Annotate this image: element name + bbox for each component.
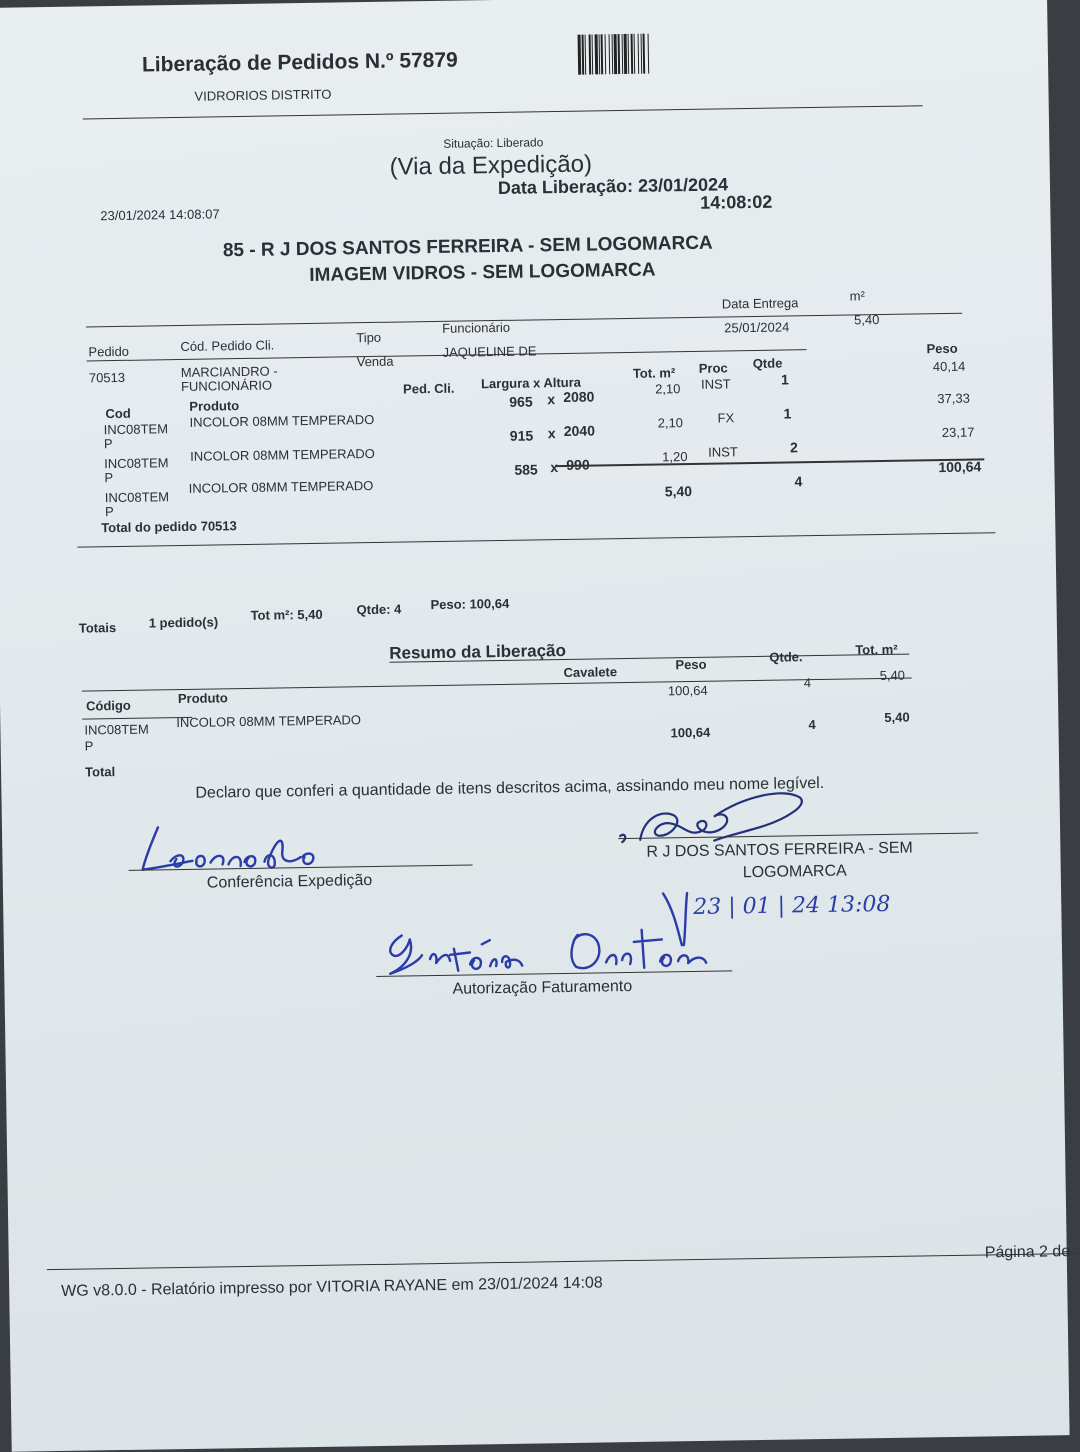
resumo-col-tot-m2: Tot. m² <box>855 641 898 658</box>
handwritten-date: 23 | 01 | 24 13:08 <box>693 891 891 920</box>
resumo-total-qtde: 4 <box>808 717 816 733</box>
col-data-entrega: Data Entrega <box>721 295 799 312</box>
totais-qtde: Qtde: 4 <box>356 601 402 618</box>
item-altura: 2080 <box>563 388 595 405</box>
col-peso: Peso <box>926 340 958 357</box>
resumo-col-peso: Peso <box>675 656 707 673</box>
order-bottom-divider <box>78 532 996 547</box>
client-label-line-1: R J DOS SANTOS FERREIRA - SEM <box>646 839 913 861</box>
item-col-cod: Cod <box>105 405 131 422</box>
hora-liberacao: 14:08:02 <box>700 191 773 213</box>
company-name: VIDRORIOS DISTRITO <box>194 86 332 104</box>
item-cod: INC08TEM <box>104 455 169 472</box>
col-funcionario: Funcionário <box>442 319 511 336</box>
resumo-qtde: 4 <box>803 675 812 691</box>
item-tot-m2: 2,10 <box>655 381 681 397</box>
item-produto: INCOLOR 08MM TEMPERADO <box>189 411 375 430</box>
peso-value: 40,14 <box>932 358 966 375</box>
item-largura: 915 <box>509 427 534 444</box>
resumo-total-m2: 5,40 <box>884 709 910 725</box>
resumo-header-line <box>82 678 912 692</box>
item-col-largura-altura: Largura x Altura <box>480 374 582 392</box>
totais-peso: Peso: 100,64 <box>430 595 510 613</box>
resumo-col-cavalete: Cavalete <box>563 664 618 680</box>
col-tipo: Tipo <box>356 329 382 346</box>
item-col-ped-cli: Ped. Cli. <box>402 380 455 397</box>
footer-report-text: WG v8.0.0 - Relatório impresso por VITORIA RAYANE em 23/01/2024 14:08 <box>61 1274 603 1300</box>
tipo-value: Venda <box>356 353 394 370</box>
faturamento-label: Autorização Faturamento <box>452 977 633 998</box>
resumo-col-produto: Produto <box>177 690 228 707</box>
col-pedido: Pedido <box>88 343 130 360</box>
item-qtde: 2 <box>789 439 798 456</box>
status-text: Situação: Liberado <box>443 135 544 151</box>
via-title: (Via da Expedição) <box>389 150 593 181</box>
item-proc: INST <box>700 376 731 392</box>
item-col-qtde: Qtde <box>752 355 783 371</box>
footer-divider <box>47 1253 1077 1270</box>
item-qtde: 1 <box>783 405 792 422</box>
item-peso: 37,33 <box>937 390 970 407</box>
resumo-col-codigo: Código <box>85 697 131 714</box>
resumo-total-peso: 100,64 <box>670 724 711 741</box>
item-largura: 965 <box>509 393 533 410</box>
order-total-label: Total do pedido 70513 <box>101 518 237 536</box>
conferencia-label: Conferência Expedição <box>206 872 373 892</box>
item-cod-suffix: P <box>104 470 114 486</box>
item-proc: FX <box>717 410 735 426</box>
barcode <box>578 32 727 74</box>
declaration-text: Declaro que conferi a quantidade de itens descritos acima, assinando meu nome legível. <box>195 774 825 802</box>
client-line-2: IMAGEM VIDROS - SEM LOGOMARCA <box>309 259 656 286</box>
item-cod: INC08TEM <box>104 489 170 506</box>
item-col-produto: Produto <box>189 398 240 414</box>
funcionario-value: JAQUELINE DE <box>442 343 537 360</box>
order-total-divider <box>556 458 984 467</box>
item-dim-sep: x <box>547 425 556 442</box>
resumo-tot-m2: 5,40 <box>879 667 906 684</box>
item-produto: INCOLOR 08MM TEMPERADO <box>190 445 375 464</box>
item-tot-m2: 2,10 <box>657 415 684 431</box>
barcode-bar <box>649 34 651 74</box>
resumo-peso: 100,64 <box>667 682 708 699</box>
resumo-title: Resumo da Liberação <box>389 640 567 663</box>
cod-cli-line-2: FUNCIONÁRIO <box>180 377 273 394</box>
cod-cli-line-1: MARCIANDRO - <box>180 363 278 380</box>
resumo-total-label: Total <box>84 764 116 780</box>
item-dim-sep: x <box>547 391 556 408</box>
item-dim-sep: x <box>550 459 559 476</box>
pedido-number: 70513 <box>88 369 126 386</box>
col-m2: m² <box>849 288 865 304</box>
item-proc: INST <box>708 444 738 460</box>
item-produto: INCOLOR 08MM TEMPERADO <box>188 477 374 496</box>
document-title: Liberação de Pedidos N.º 57879 <box>141 48 458 77</box>
client-label-line-2: LOGOMARCA <box>742 862 847 882</box>
col-cod-pedido-cli: Cód. Pedido Cli. <box>180 337 275 354</box>
item-qtde: 1 <box>780 371 789 388</box>
header-divider <box>83 105 923 119</box>
resumo-produto: INCOLOR 08MM TEMPERADO <box>176 712 362 731</box>
order-total-m2: 5,40 <box>664 482 693 500</box>
item-altura: 2040 <box>563 422 596 439</box>
totais-pedidos: 1 pedido(s) <box>148 614 219 631</box>
item-tot-m2: 1,20 <box>662 449 688 465</box>
data-entrega-value: 25/01/2024 <box>724 319 790 336</box>
totais-label: Totais <box>78 620 117 636</box>
item-cod-suffix: P <box>103 436 113 452</box>
order-top-divider <box>86 313 962 328</box>
order-total-peso: 100,64 <box>938 458 982 476</box>
data-liberacao: Data Liberação: 23/01/2024 <box>497 174 729 198</box>
item-altura: 990 <box>566 456 590 473</box>
item-largura: 585 <box>514 461 538 478</box>
print-timestamp: 23/01/2024 14:08:07 <box>100 206 220 224</box>
client-line-1: 85 - R J DOS SANTOS FERREIRA - SEM LOGOMARCA <box>222 232 713 262</box>
totais-tot-m2: Tot m²: 5,40 <box>250 606 323 623</box>
item-peso: 23,17 <box>941 424 975 441</box>
resumo-codigo-suffix: P <box>84 738 94 754</box>
item-col-tot-m2: Tot. m² <box>632 365 676 381</box>
order-total-qtde: 4 <box>794 473 803 490</box>
resumo-codigo: INC08TEM <box>84 721 149 738</box>
resumo-col-qtde: Qtde. <box>769 649 803 665</box>
item-col-proc: Proc <box>698 360 728 376</box>
item-cod-suffix: P <box>104 504 114 520</box>
m2-value: 5,40 <box>853 311 880 328</box>
footer-page: Página 2 de <box>984 1243 1071 1262</box>
item-cod: INC08TEM <box>103 421 169 438</box>
